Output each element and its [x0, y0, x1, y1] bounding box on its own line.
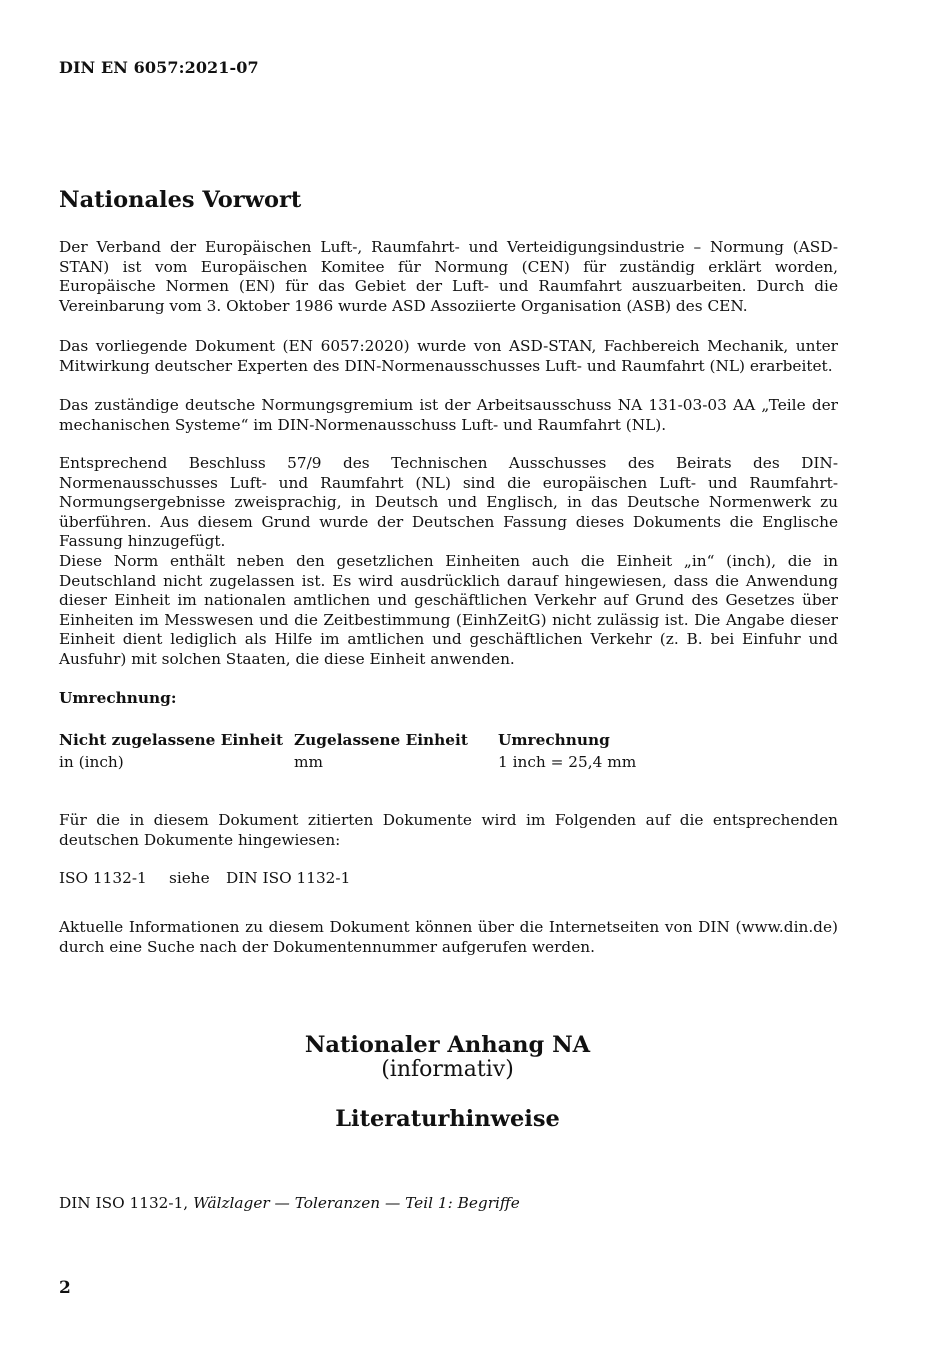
table-row — [59, 751, 698, 773]
bibliography-designation: DIN ISO 1132-1, — [59, 1194, 189, 1212]
conversion-header-conversion: Umrechnung — [498, 731, 610, 749]
foreword-title: Nationales Vorwort — [59, 187, 302, 213]
conversion-cell-conversion: 1 inch = 25,4 mm — [498, 753, 637, 771]
bibliography-entry — [59, 1193, 520, 1213]
reference-relation: siehe — [169, 869, 210, 887]
annex-subtitle: (informativ) — [381, 1057, 514, 1082]
reference-line — [59, 868, 350, 888]
conversion-header-allowed: Zugelassene Einheit — [294, 731, 468, 749]
conversion-cell-unallowed: in (inch) — [59, 753, 124, 771]
reference-source: ISO 1132-1 — [59, 869, 147, 887]
foreword-paragraph-2: Das vorliegende Dokument (EN 6057:2020) wurde von ASD-STAN, Fachbereich Mechanik, unter Mitwirkung deutscher Experten des DIN-Normenausschusses Luft- und Raumfahrt (NL) erarbeitet. — [59, 337, 838, 375]
page-number: 2 — [59, 1278, 71, 1298]
annex-title: Nationaler Anhang NA — [304, 1032, 591, 1058]
reference-target: DIN ISO 1132-1 — [226, 869, 351, 887]
conversion-cell-allowed: mm — [294, 753, 324, 771]
conversion-table-header — [59, 729, 698, 751]
bibliography-title-text: Wälzlager — Toleranzen — Teil 1: Begriffe — [193, 1194, 520, 1212]
foreword-paragraph-3: Das zuständige deutsche Normungsgremium ist der Arbeitsausschuss NA 131-03-03 AA „Teile der mechanischen Systeme“ im DIN-Normenausschuss Luft- und Raumfahrt (NL). — [59, 396, 838, 434]
conversion-heading: Umrechnung: — [59, 689, 177, 707]
conversion-table — [59, 729, 698, 773]
foreword-paragraph-5: Diese Norm enthält neben den gesetzlichen Einheiten auch die Einheit „in“ (inch), die in Deutschland nicht zugelassen ist. Es wird ausdrücklich darauf hingewiesen, dass die Anwendung dieser Einheit im nationalen amtlichen und geschäftlichen Verkehr auf Grund des Gesetzes über Einheiten im Messwesen und die Zeitbestimmung (EinhZeitG) nicht zulässig ist. Die Angabe dieser Einheit dient lediglich als Hilfe im amtlichen und geschäftlichen Verkehr (z. B. bei Einfuhr und Ausfuhr) mit solchen Staaten, die diese Einheit anwenden. — [59, 552, 838, 668]
references-intro: Für die in diesem Dokument zitierten Dokumente wird im Folgenden auf die entsprechenden deutschen Dokumente hingewiesen: — [59, 811, 838, 849]
info-paragraph: Aktuelle Informationen zu diesem Dokument können über die Internetseiten von DIN (www.din.de) durch eine Suche nach der Dokumentennummer aufgerufen werden. — [59, 918, 838, 956]
conversion-header-unallowed: Nicht zugelassene Einheit — [59, 731, 284, 749]
foreword-paragraph-1: Der Verband der Europäischen Luft-, Raumfahrt- und Verteidigungsindustrie – Normung (ASD-STAN) ist vom Europäischen Komitee für Normung (CEN) für zuständig erklärt worden, Europäische Normen (EN) für das Gebiet der Luft- und Raumfahrt auszuarbeiten. Durch die Vereinbarung vom 3. Oktober 1986 wurde ASD Assoziierte Organisation (ASB) des CEN. — [59, 238, 838, 315]
foreword-paragraph-4: Entsprechend Beschluss 57/9 des Technischen Ausschusses des Beirats des DIN-Normenausschusses Luft- und Raumfahrt (NL) sind die europäischen Luft- und Raumfahrt-Normungsergebnisse zweisprachig, in Deutsch und Englisch, in das Deutsche Normenwerk zu überführen. Aus diesem Grund wurde der Deutschen Fassung dieses Dokuments die Englische Fassung hinzugefügt. — [59, 454, 838, 551]
document-id: DIN EN 6057:2021-07 — [59, 58, 259, 77]
bibliography-title: Literaturhinweise — [335, 1106, 560, 1132]
